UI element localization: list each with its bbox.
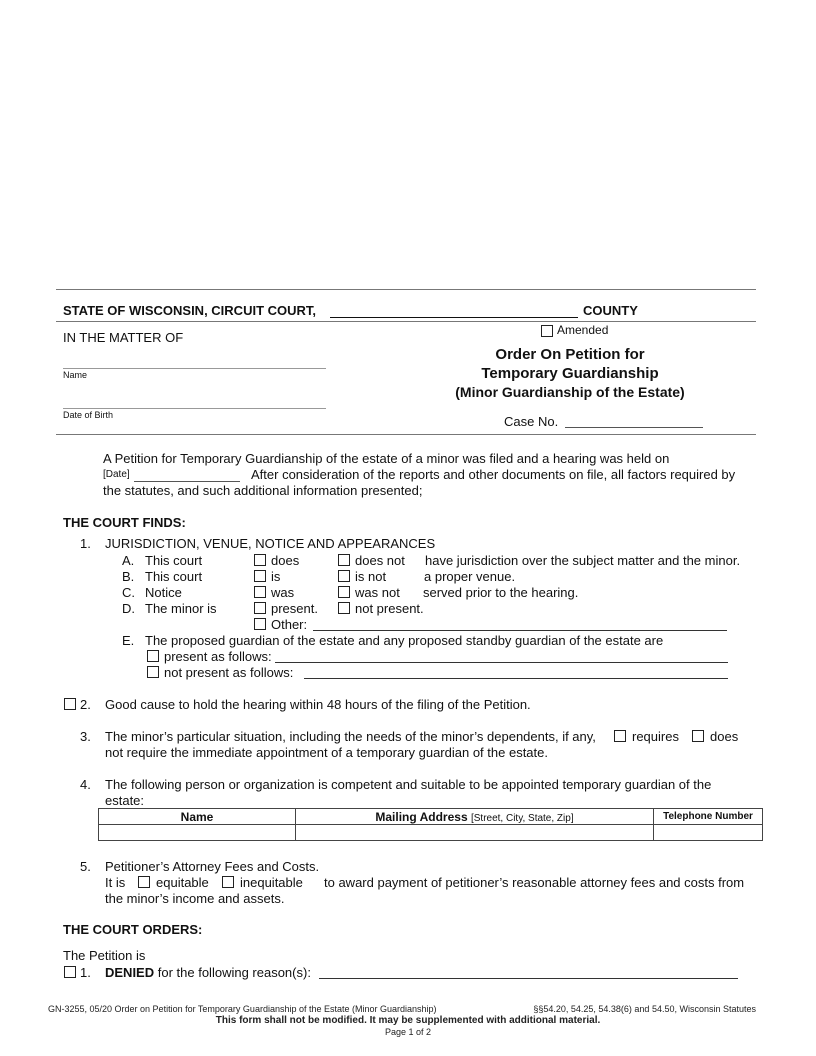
title-line-2: Temporary Guardianship <box>481 365 659 382</box>
not-present-as-checkbox[interactable] <box>147 666 159 678</box>
guardian-phone-cell[interactable] <box>654 825 763 841</box>
guardian-table <box>98 808 763 841</box>
section-2-text: Good cause to hold the hearing within 48 hours of the filing of the Petition. <box>105 697 531 712</box>
row-c-option-1: was <box>271 585 295 600</box>
row-b-checkbox-2[interactable] <box>338 570 350 582</box>
petition-is-label: The Petition is <box>63 948 146 963</box>
court-finds-heading: THE COURT FINDS: <box>63 515 186 530</box>
equitable-checkbox[interactable] <box>138 876 150 888</box>
case-no-label: Case No. <box>504 414 559 429</box>
intro-line-1: A Petition for Temporary Guardianship of the estate of a minor was filed and a hearing was held on <box>103 451 670 466</box>
form-id: GN-3255, 05/20 Order on Petition for Temporary Guardianship of the Estate (Minor Guardianship) <box>48 1004 437 1014</box>
title-line-1: Order On Petition for <box>495 346 645 363</box>
intro-line-2: After consideration of the reports and other documents on file, all factors required by <box>251 467 736 482</box>
row-d-checkbox-2[interactable] <box>338 602 350 614</box>
other-field[interactable] <box>313 630 727 631</box>
caption-bottom-rule <box>56 434 756 435</box>
requires-label: requires <box>632 729 679 744</box>
row-c-tail: served prior to the hearing. <box>423 585 579 600</box>
case-no-field[interactable] <box>565 427 703 428</box>
row-e-text: The proposed guardian of the estate and any proposed standby guardian of the estate are <box>145 633 664 648</box>
court-orders-heading: THE COURT ORDERS: <box>63 922 203 937</box>
section-4-line-1: The following person or organization is competent and suitable to be appointed temporary guardian of the <box>105 777 712 792</box>
section-4-line-2: estate: <box>105 793 145 808</box>
county-label: COUNTY <box>583 303 638 318</box>
row-a-option-1: does <box>271 553 300 568</box>
col-phone-header: Telephone Number <box>654 809 763 825</box>
row-d-checkbox-1[interactable] <box>254 602 266 614</box>
section-5-tail: to award payment of petitioner’s reasonable attorney fees and costs from <box>324 875 745 890</box>
section-3-line-1: The minor’s particular situation, including the needs of the minor’s dependents, if any, <box>105 729 596 744</box>
row-b-option-1: is <box>271 569 281 584</box>
row-a-checkbox-2[interactable] <box>338 554 350 566</box>
table-row <box>99 825 763 841</box>
caption-rule <box>56 321 756 322</box>
col-name-header: Name <box>99 809 296 825</box>
present-as-label: present as follows: <box>164 649 272 664</box>
row-c-checkbox-2[interactable] <box>338 586 350 598</box>
amended-checkbox[interactable] <box>541 325 553 337</box>
section-2-checkbox[interactable] <box>64 698 76 710</box>
row-a-option-2: does not <box>355 553 405 568</box>
row-a-tail: have jurisdiction over the subject matter and the minor. <box>425 553 741 568</box>
row-b-label: This court <box>145 569 203 584</box>
row-d-letter: D. <box>122 601 135 616</box>
denied-reason-label: for the following reason(s): <box>157 965 311 980</box>
row-c-option-2: was not <box>355 585 400 600</box>
other-checkbox[interactable] <box>254 618 266 630</box>
row-d-option-2: not present. <box>355 601 424 616</box>
section-5-number: 5. <box>80 859 91 874</box>
row-b-tail: a proper venue. <box>424 569 516 584</box>
modification-notice: This form shall not be modified. It may be supplemented with additional material. <box>215 1015 601 1026</box>
requires-checkbox[interactable] <box>614 730 626 742</box>
order-1-number: 1. <box>80 965 91 980</box>
section-2-number: 2. <box>80 697 91 712</box>
row-c-checkbox-1[interactable] <box>254 586 266 598</box>
section-5-title: Petitioner’s Attorney Fees and Costs. <box>105 859 320 874</box>
denied-reason-field[interactable] <box>319 978 738 979</box>
present-as-checkbox[interactable] <box>147 650 159 662</box>
top-rule <box>56 289 756 290</box>
equitable-label: equitable <box>156 875 209 890</box>
section-3-line-2: not require the immediate appointment of a temporary guardian of the estate. <box>105 745 548 760</box>
dob-label: Date of Birth <box>63 410 114 420</box>
row-c-label: Notice <box>145 585 182 600</box>
guardian-name-cell[interactable] <box>99 825 296 841</box>
not-present-as-label: not present as follows: <box>164 665 294 680</box>
does-not-require-checkbox[interactable] <box>692 730 704 742</box>
inequitable-label: inequitable <box>240 875 303 890</box>
row-c-letter: C. <box>122 585 135 600</box>
row-a-label: This court <box>145 553 203 568</box>
denied-label: DENIED <box>105 965 155 980</box>
row-e-letter: E. <box>122 633 135 648</box>
section-1-title: JURISDICTION, VENUE, NOTICE AND APPEARANCES <box>105 536 436 551</box>
section-4-number: 4. <box>80 777 91 792</box>
date-label: [Date] <box>103 469 130 480</box>
title-line-3: (Minor Guardianship of the Estate) <box>455 384 685 400</box>
dob-field[interactable] <box>63 408 326 409</box>
row-d-label: The minor is <box>145 601 217 616</box>
col-address-header: Mailing Address [Street, City, State, Zip] <box>296 809 654 825</box>
intro-line-3: the statutes, and such additional information presented; <box>103 483 423 498</box>
row-b-option-2: is not <box>355 569 387 584</box>
section-5-line-2: the minor’s income and assets. <box>105 891 285 906</box>
section-1-number: 1. <box>80 536 91 551</box>
row-b-checkbox-1[interactable] <box>254 570 266 582</box>
state-court-label: STATE OF WISCONSIN, CIRCUIT COURT, <box>63 303 317 318</box>
row-a-letter: A. <box>122 553 135 568</box>
name-label: Name <box>63 370 88 380</box>
row-b-letter: B. <box>122 569 135 584</box>
present-as-field[interactable] <box>275 662 728 663</box>
page-number: Page 1 of 2 <box>384 1027 432 1037</box>
it-is-label: It is <box>105 875 126 890</box>
order-1-text <box>105 965 311 980</box>
statutes: §§54.20, 54.25, 54.38(6) and 54.50, Wisconsin Statutes <box>533 1004 756 1014</box>
denied-checkbox[interactable] <box>64 966 76 978</box>
other-label: Other: <box>271 617 308 632</box>
county-field[interactable] <box>330 317 578 318</box>
row-d-option-1: present. <box>271 601 318 616</box>
section-3-number: 3. <box>80 729 91 744</box>
inequitable-checkbox[interactable] <box>222 876 234 888</box>
row-a-checkbox-1[interactable] <box>254 554 266 566</box>
amended-label: Amended <box>557 323 609 337</box>
hearing-date-field[interactable] <box>134 481 240 482</box>
not-present-as-field[interactable] <box>304 678 728 679</box>
in-the-matter-of: IN THE MATTER OF <box>63 330 184 345</box>
guardian-address-cell[interactable] <box>296 825 654 841</box>
does-label: does <box>710 729 739 744</box>
name-field[interactable] <box>63 368 326 369</box>
table-header-row <box>99 809 763 825</box>
